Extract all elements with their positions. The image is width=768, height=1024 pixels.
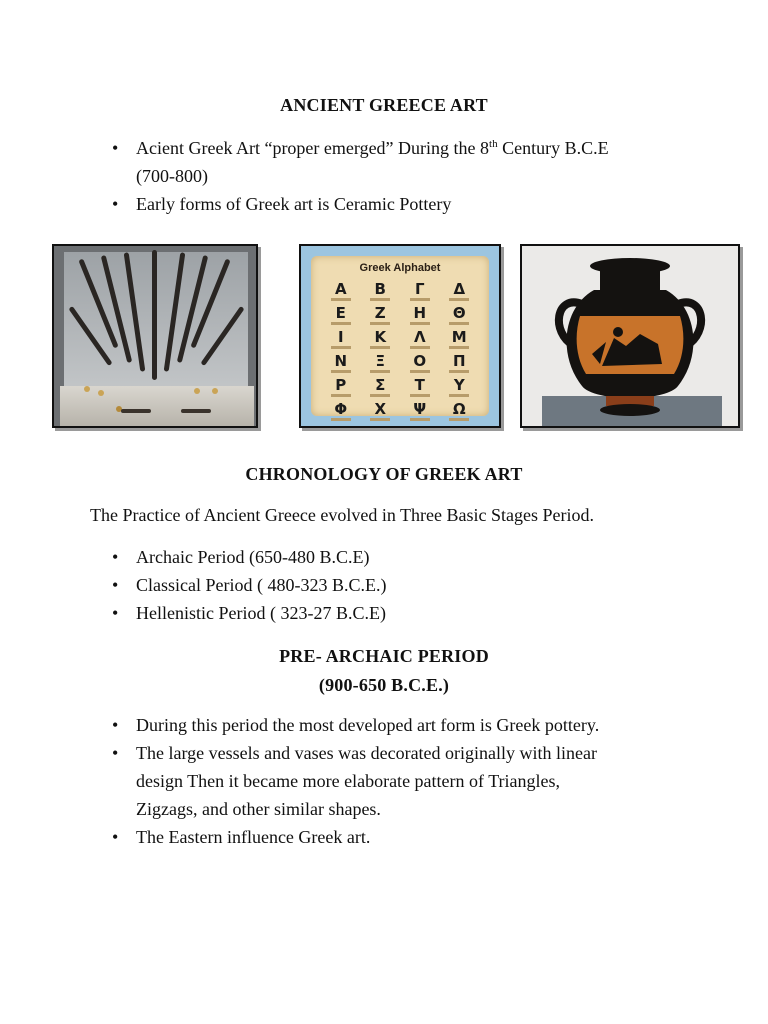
greek-letter-glyph: Δ bbox=[453, 280, 466, 298]
greek-letter-glyph: Ρ bbox=[335, 376, 347, 394]
letter-name-mark bbox=[410, 370, 430, 373]
greek-letter-glyph: Η bbox=[413, 304, 427, 322]
greek-letter-glyph: Κ bbox=[374, 328, 387, 346]
bullet-text-line2: (700-800) bbox=[136, 166, 208, 186]
intro-bullet-list bbox=[110, 134, 690, 218]
greek-letter-glyph: Α bbox=[334, 280, 347, 298]
bullet-item bbox=[110, 543, 690, 571]
bullet-text: Archaic Period (650-480 B.C.E) bbox=[136, 547, 370, 567]
greek-alphabet-image bbox=[299, 244, 501, 428]
letter-name-mark bbox=[449, 370, 469, 373]
bullet-item bbox=[110, 190, 690, 218]
letter-name-mark bbox=[370, 370, 390, 373]
greek-letter-glyph: Γ bbox=[414, 280, 425, 298]
bullet-text-continued: Century B.C.E bbox=[497, 138, 609, 158]
letter-name-mark bbox=[449, 394, 469, 397]
alphabet-letter bbox=[321, 280, 361, 301]
chronology-intro: The Practice of Ancient Greece evolved in Three Basic Stages Period. bbox=[90, 505, 594, 525]
alphabet-letter bbox=[400, 328, 440, 349]
bullet-item bbox=[110, 571, 690, 599]
letter-name-mark bbox=[331, 418, 351, 421]
greek-letter-glyph: Φ bbox=[334, 400, 348, 418]
letter-name-mark bbox=[370, 322, 390, 325]
greek-letter-glyph: Ω bbox=[452, 400, 466, 418]
bullet-text: Hellenistic Period ( 323-27 B.C.E) bbox=[136, 603, 386, 623]
alphabet-letter bbox=[400, 304, 440, 325]
letter-name-mark bbox=[370, 346, 390, 349]
greek-letter-glyph: Β bbox=[374, 280, 386, 298]
amphora-vase-image bbox=[520, 244, 740, 428]
gold-ornament-icon bbox=[98, 390, 104, 396]
alphabet-heading: Greek Alphabet bbox=[359, 262, 441, 274]
bronze-weapons-image bbox=[52, 244, 258, 428]
alphabet-letter bbox=[361, 328, 401, 349]
alphabet-letter bbox=[440, 400, 480, 421]
letter-name-mark bbox=[410, 394, 430, 397]
alphabet-letter bbox=[361, 304, 401, 325]
letter-name-mark bbox=[331, 394, 351, 397]
greek-letter-glyph: Θ bbox=[452, 304, 466, 322]
dagger-icon bbox=[121, 409, 151, 413]
letter-name-mark bbox=[449, 418, 469, 421]
section-title-ancient-greece-art: ANCIENT GREECE ART bbox=[280, 95, 488, 115]
gold-ornament-icon bbox=[194, 388, 200, 394]
greek-letter-glyph: Λ bbox=[413, 328, 426, 346]
greek-letter-glyph: Χ bbox=[374, 400, 387, 418]
letter-name-mark bbox=[449, 346, 469, 349]
letter-name-mark bbox=[449, 298, 469, 301]
alphabet-grid bbox=[321, 280, 479, 421]
gold-ornament-icon bbox=[212, 388, 218, 394]
pre-archaic-bullet-list bbox=[110, 711, 710, 851]
greek-letter-glyph: Σ bbox=[375, 376, 386, 394]
bullet-item bbox=[110, 134, 690, 190]
alphabet-letter bbox=[400, 376, 440, 397]
letter-name-mark bbox=[370, 298, 390, 301]
greek-letter-glyph: Ψ bbox=[413, 400, 427, 418]
letter-name-mark bbox=[449, 322, 469, 325]
section-title-pre-archaic: PRE- ARCHAIC PERIOD bbox=[279, 646, 489, 666]
alphabet-letter bbox=[321, 376, 361, 397]
alphabet-letter bbox=[440, 304, 480, 325]
greek-letter-glyph: Ο bbox=[413, 352, 427, 370]
bullet-item bbox=[110, 711, 710, 739]
alphabet-letter bbox=[400, 400, 440, 421]
alphabet-letter bbox=[361, 400, 401, 421]
bullet-text: Acient Greek Art “proper emerged” During the 8 bbox=[136, 138, 490, 158]
dagger-icon bbox=[181, 409, 211, 413]
bullet-text-line2: design Then it became more elaborate pattern of Triangles, bbox=[136, 771, 561, 791]
bullet-item bbox=[110, 599, 690, 627]
alphabet-letter bbox=[321, 304, 361, 325]
letter-name-mark bbox=[370, 394, 390, 397]
bullet-text: Early forms of Greek art is Ceramic Pottery bbox=[136, 194, 452, 214]
greek-letter-glyph: Ε bbox=[335, 304, 346, 322]
greek-letter-glyph: Μ bbox=[451, 328, 467, 346]
bullet-item bbox=[110, 739, 710, 823]
period-bullet-list bbox=[110, 543, 690, 627]
alphabet-letter bbox=[321, 328, 361, 349]
section-subtitle-dates: (900-650 B.C.E.) bbox=[318, 675, 450, 695]
letter-name-mark bbox=[410, 298, 430, 301]
greek-letter-glyph: Ξ bbox=[375, 352, 385, 370]
letter-name-mark bbox=[331, 322, 351, 325]
spear-icon bbox=[152, 250, 157, 380]
alphabet-letter bbox=[440, 352, 480, 373]
greek-letter-glyph: Ν bbox=[334, 352, 348, 370]
alphabet-letter bbox=[361, 352, 401, 373]
bullet-text: The large vessels and vases was decorated originally with linear bbox=[136, 743, 598, 763]
display-shelf bbox=[60, 386, 254, 426]
bullet-text: Classical Period ( 480-323 B.C.E.) bbox=[136, 575, 387, 595]
letter-name-mark bbox=[370, 418, 390, 421]
alphabet-letter bbox=[361, 280, 401, 301]
bullet-text-line3: Zigzags, and other similar shapes. bbox=[136, 799, 381, 819]
greek-letter-glyph: Ι bbox=[337, 328, 344, 346]
amphora-icon bbox=[522, 246, 738, 426]
superscript: th bbox=[489, 138, 498, 150]
alphabet-letter bbox=[321, 400, 361, 421]
letter-name-mark bbox=[331, 298, 351, 301]
alphabet-letter bbox=[400, 280, 440, 301]
alphabet-letter bbox=[400, 352, 440, 373]
letter-name-mark bbox=[331, 370, 351, 373]
letter-name-mark bbox=[410, 346, 430, 349]
alphabet-letter bbox=[440, 280, 480, 301]
greek-letter-glyph: Π bbox=[452, 352, 466, 370]
alphabet-letter bbox=[440, 376, 480, 397]
bullet-item bbox=[110, 823, 710, 851]
letter-name-mark bbox=[410, 322, 430, 325]
parchment-scroll bbox=[311, 256, 489, 416]
letter-name-mark bbox=[331, 346, 351, 349]
gold-ornament-icon bbox=[84, 386, 90, 392]
section-title-chronology: CHRONOLOGY OF GREEK ART bbox=[245, 464, 523, 484]
greek-letter-glyph: Ζ bbox=[374, 304, 386, 322]
alphabet-letter bbox=[321, 352, 361, 373]
bullet-text: During this period the most developed art form is Greek pottery. bbox=[136, 715, 600, 735]
bullet-text: The Eastern influence Greek art. bbox=[136, 827, 371, 847]
letter-name-mark bbox=[410, 418, 430, 421]
greek-letter-glyph: Τ bbox=[414, 376, 425, 394]
alphabet-letter bbox=[361, 376, 401, 397]
alphabet-letter bbox=[440, 328, 480, 349]
greek-letter-glyph: Υ bbox=[453, 376, 465, 394]
